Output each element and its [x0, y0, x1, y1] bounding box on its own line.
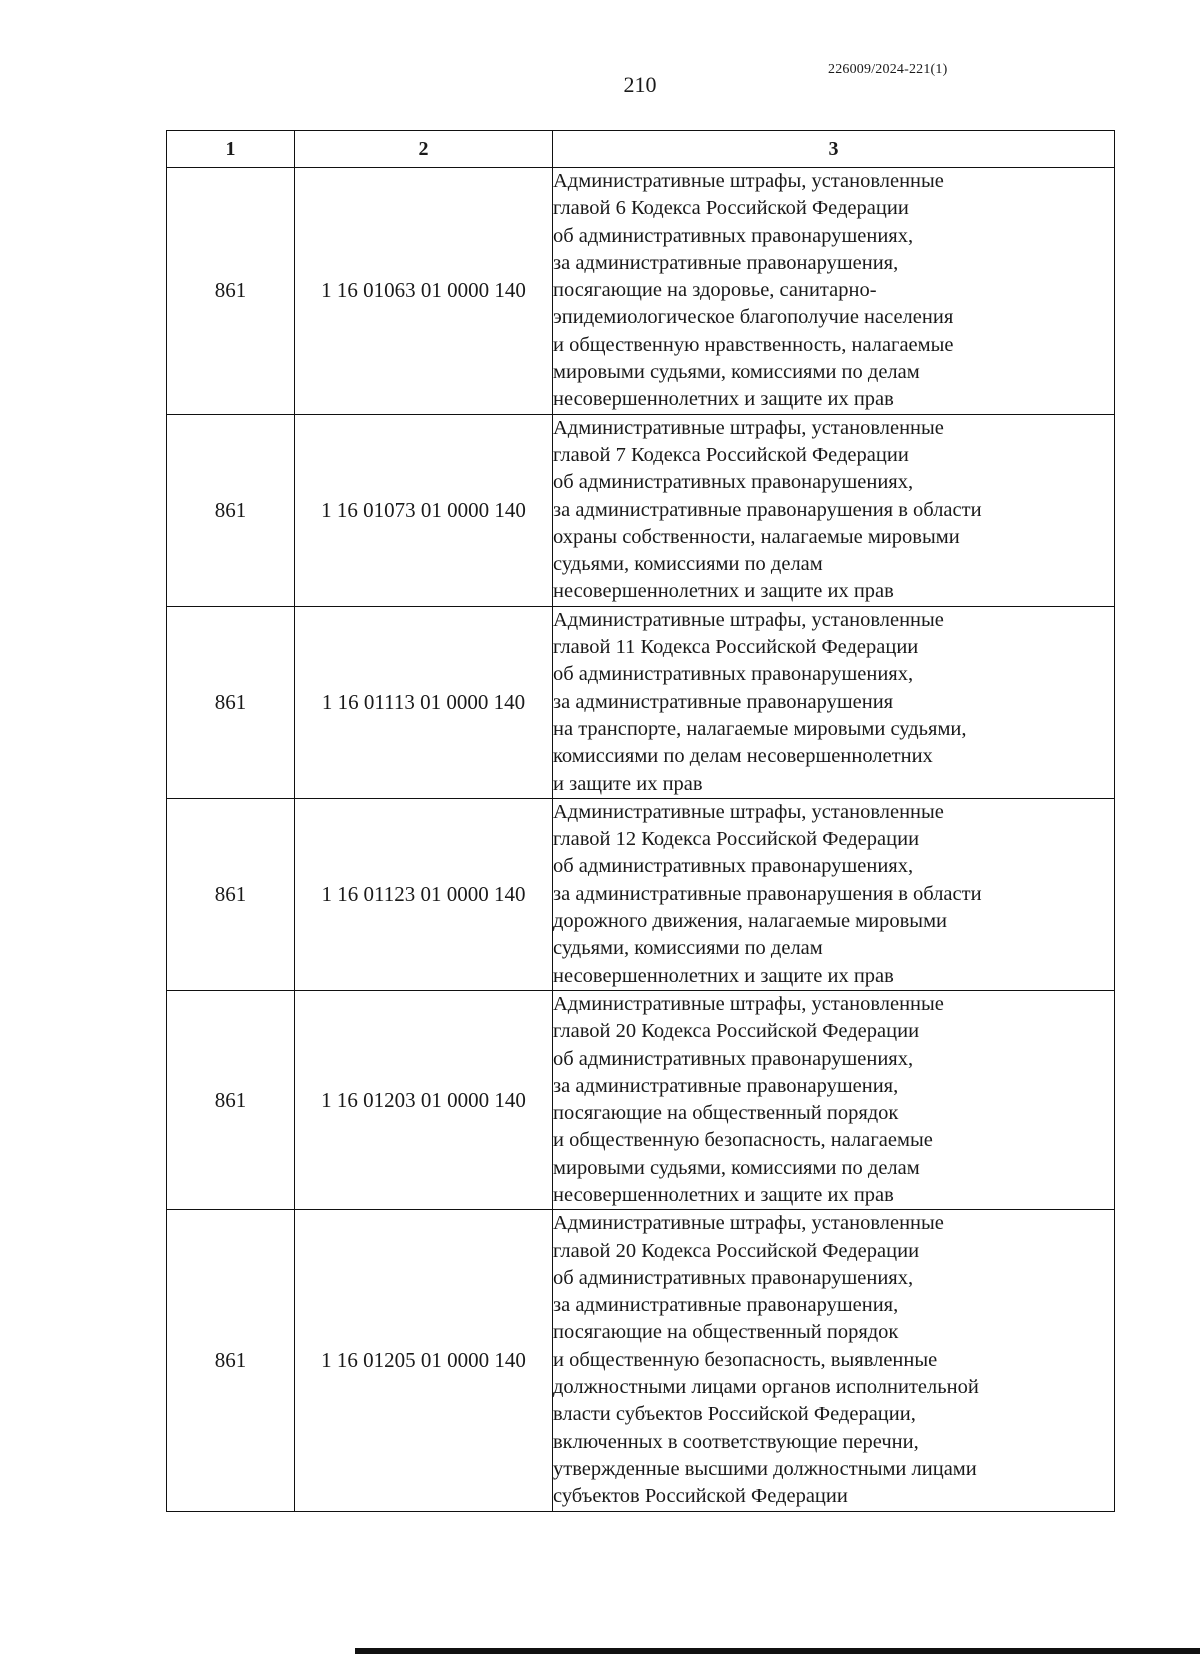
revenue-description-cell: [553, 1210, 1115, 1511]
document-reference-number: 226009/2024-221(1): [828, 62, 948, 77]
description-line: главой 20 Кодекса Российской Федерации: [553, 1020, 920, 1043]
administrator-code-cell: 861: [167, 1210, 295, 1511]
budget-classification-code-cell: 1 16 01203 01 0000 140: [295, 990, 553, 1209]
description-line: Административные штрафы, установленные: [553, 1212, 944, 1235]
description-line: об административных правонарушениях,: [553, 1266, 914, 1289]
table-row: [167, 798, 1115, 990]
revenue-description-cell: [553, 414, 1115, 606]
description-line: об административных правонарушениях,: [553, 663, 914, 686]
description-line: Административные штрафы, установленные: [553, 170, 944, 192]
description-line: за административные правонарушения: [553, 690, 894, 713]
description-line: Административные штрафы, установленные: [553, 416, 944, 439]
administrator-code-cell: 861: [167, 606, 295, 798]
description-line: посягающие на общественный порядок: [553, 1102, 899, 1125]
revenue-description-cell: [553, 990, 1115, 1209]
table-row: [167, 990, 1115, 1209]
administrator-code-cell: 861: [167, 168, 295, 415]
description-line: мировыми судьями, комиссиями по делам: [553, 1156, 920, 1179]
description-line: Административные штрафы, установленные: [553, 608, 944, 631]
description-line: главой 6 Кодекса Российской Федерации: [553, 197, 909, 220]
description-line: об административных правонарушениях,: [553, 224, 914, 247]
description-line: главой 20 Кодекса Российской Федерации: [553, 1239, 920, 1262]
administrator-code-cell: 861: [167, 990, 295, 1209]
description-line: должностными лицами органов исполнительной: [553, 1376, 979, 1399]
description-line: судьями, комиссиями по делам: [553, 553, 823, 576]
description-line: включенных в соответствующие перечни,: [553, 1430, 919, 1453]
budget-classification-code-cell: 1 16 01113 01 0000 140: [295, 606, 553, 798]
description-line: за административные правонарушения,: [553, 1074, 899, 1097]
column-header-3: 3: [553, 131, 1115, 168]
description-line: и общественную безопасность, выявленные: [553, 1348, 938, 1371]
revenue-description-cell: [553, 606, 1115, 798]
description-line: и защите их прав: [553, 772, 703, 795]
page-number: 210: [623, 72, 657, 97]
column-header-1: 1: [167, 131, 295, 168]
revenue-description-cell: [553, 168, 1115, 415]
table-row: [167, 168, 1115, 415]
description-line: об административных правонарушениях,: [553, 855, 914, 878]
table-row: [167, 1210, 1115, 1511]
description-line: субъектов Российской Федерации: [553, 1485, 848, 1508]
description-line: несовершеннолетних и защите их прав: [553, 964, 894, 987]
column-header-2: 2: [295, 131, 553, 168]
description-line: утвержденные высшими должностными лицами: [553, 1457, 977, 1480]
description-line: посягающие на общественный порядок: [553, 1321, 899, 1344]
description-line: на транспорте, налагаемые мировыми судьями,: [553, 717, 967, 740]
description-line: власти субъектов Российской Федерации,: [553, 1403, 916, 1426]
budget-classification-code-cell: 1 16 01073 01 0000 140: [295, 414, 553, 606]
budget-codes-table: [166, 130, 1115, 1512]
description-line: мировыми судьями, комиссиями по делам: [553, 361, 920, 384]
description-line: главой 7 Кодекса Российской Федерации: [553, 443, 909, 466]
table-body: [167, 168, 1115, 1512]
budget-classification-code-cell: 1 16 01205 01 0000 140: [295, 1210, 553, 1511]
description-line: главой 11 Кодекса Российской Федерации: [553, 636, 919, 659]
revenue-description-cell: [553, 798, 1115, 990]
description-line: эпидемиологическое благополучие населения: [553, 306, 954, 329]
administrator-code-cell: 861: [167, 798, 295, 990]
description-line: несовершеннолетних и защите их прав: [553, 388, 894, 411]
description-line: и общественную нравственность, налагаемые: [553, 333, 954, 356]
description-line: главой 12 Кодекса Российской Федерации: [553, 828, 920, 851]
description-line: дорожного движения, налагаемые мировыми: [553, 910, 948, 933]
budget-classification-code-cell: 1 16 01063 01 0000 140: [295, 168, 553, 415]
description-line: посягающие на здоровье, санитарно-: [553, 279, 877, 302]
table-row: [167, 606, 1115, 798]
description-line: комиссиями по делам несовершеннолетних: [553, 745, 933, 768]
description-line: Административные штрафы, установленные: [553, 992, 944, 1015]
description-line: несовершеннолетних и защите их прав: [553, 1183, 894, 1206]
description-line: об административных правонарушениях,: [553, 1047, 914, 1070]
table-row: [167, 414, 1115, 606]
description-line: охраны собственности, налагаемые мировыми: [553, 525, 960, 548]
description-line: за административные правонарушения,: [553, 251, 899, 274]
description-line: за административные правонарушения в области: [553, 882, 982, 905]
administrator-code-cell: 861: [167, 414, 295, 606]
table-header-row: [167, 131, 1115, 168]
description-line: и общественную безопасность, налагаемые: [553, 1129, 933, 1152]
description-line: несовершеннолетних и защите их прав: [553, 580, 894, 603]
description-line: за административные правонарушения в области: [553, 498, 982, 521]
description-line: Административные штрафы, установленные: [553, 800, 944, 823]
description-line: об административных правонарушениях,: [553, 471, 914, 494]
description-line: за административные правонарушения,: [553, 1294, 899, 1317]
budget-classification-code-cell: 1 16 01123 01 0000 140: [295, 798, 553, 990]
scan-bottom-edge: [355, 1648, 1200, 1654]
description-line: судьями, комиссиями по делам: [553, 937, 823, 960]
